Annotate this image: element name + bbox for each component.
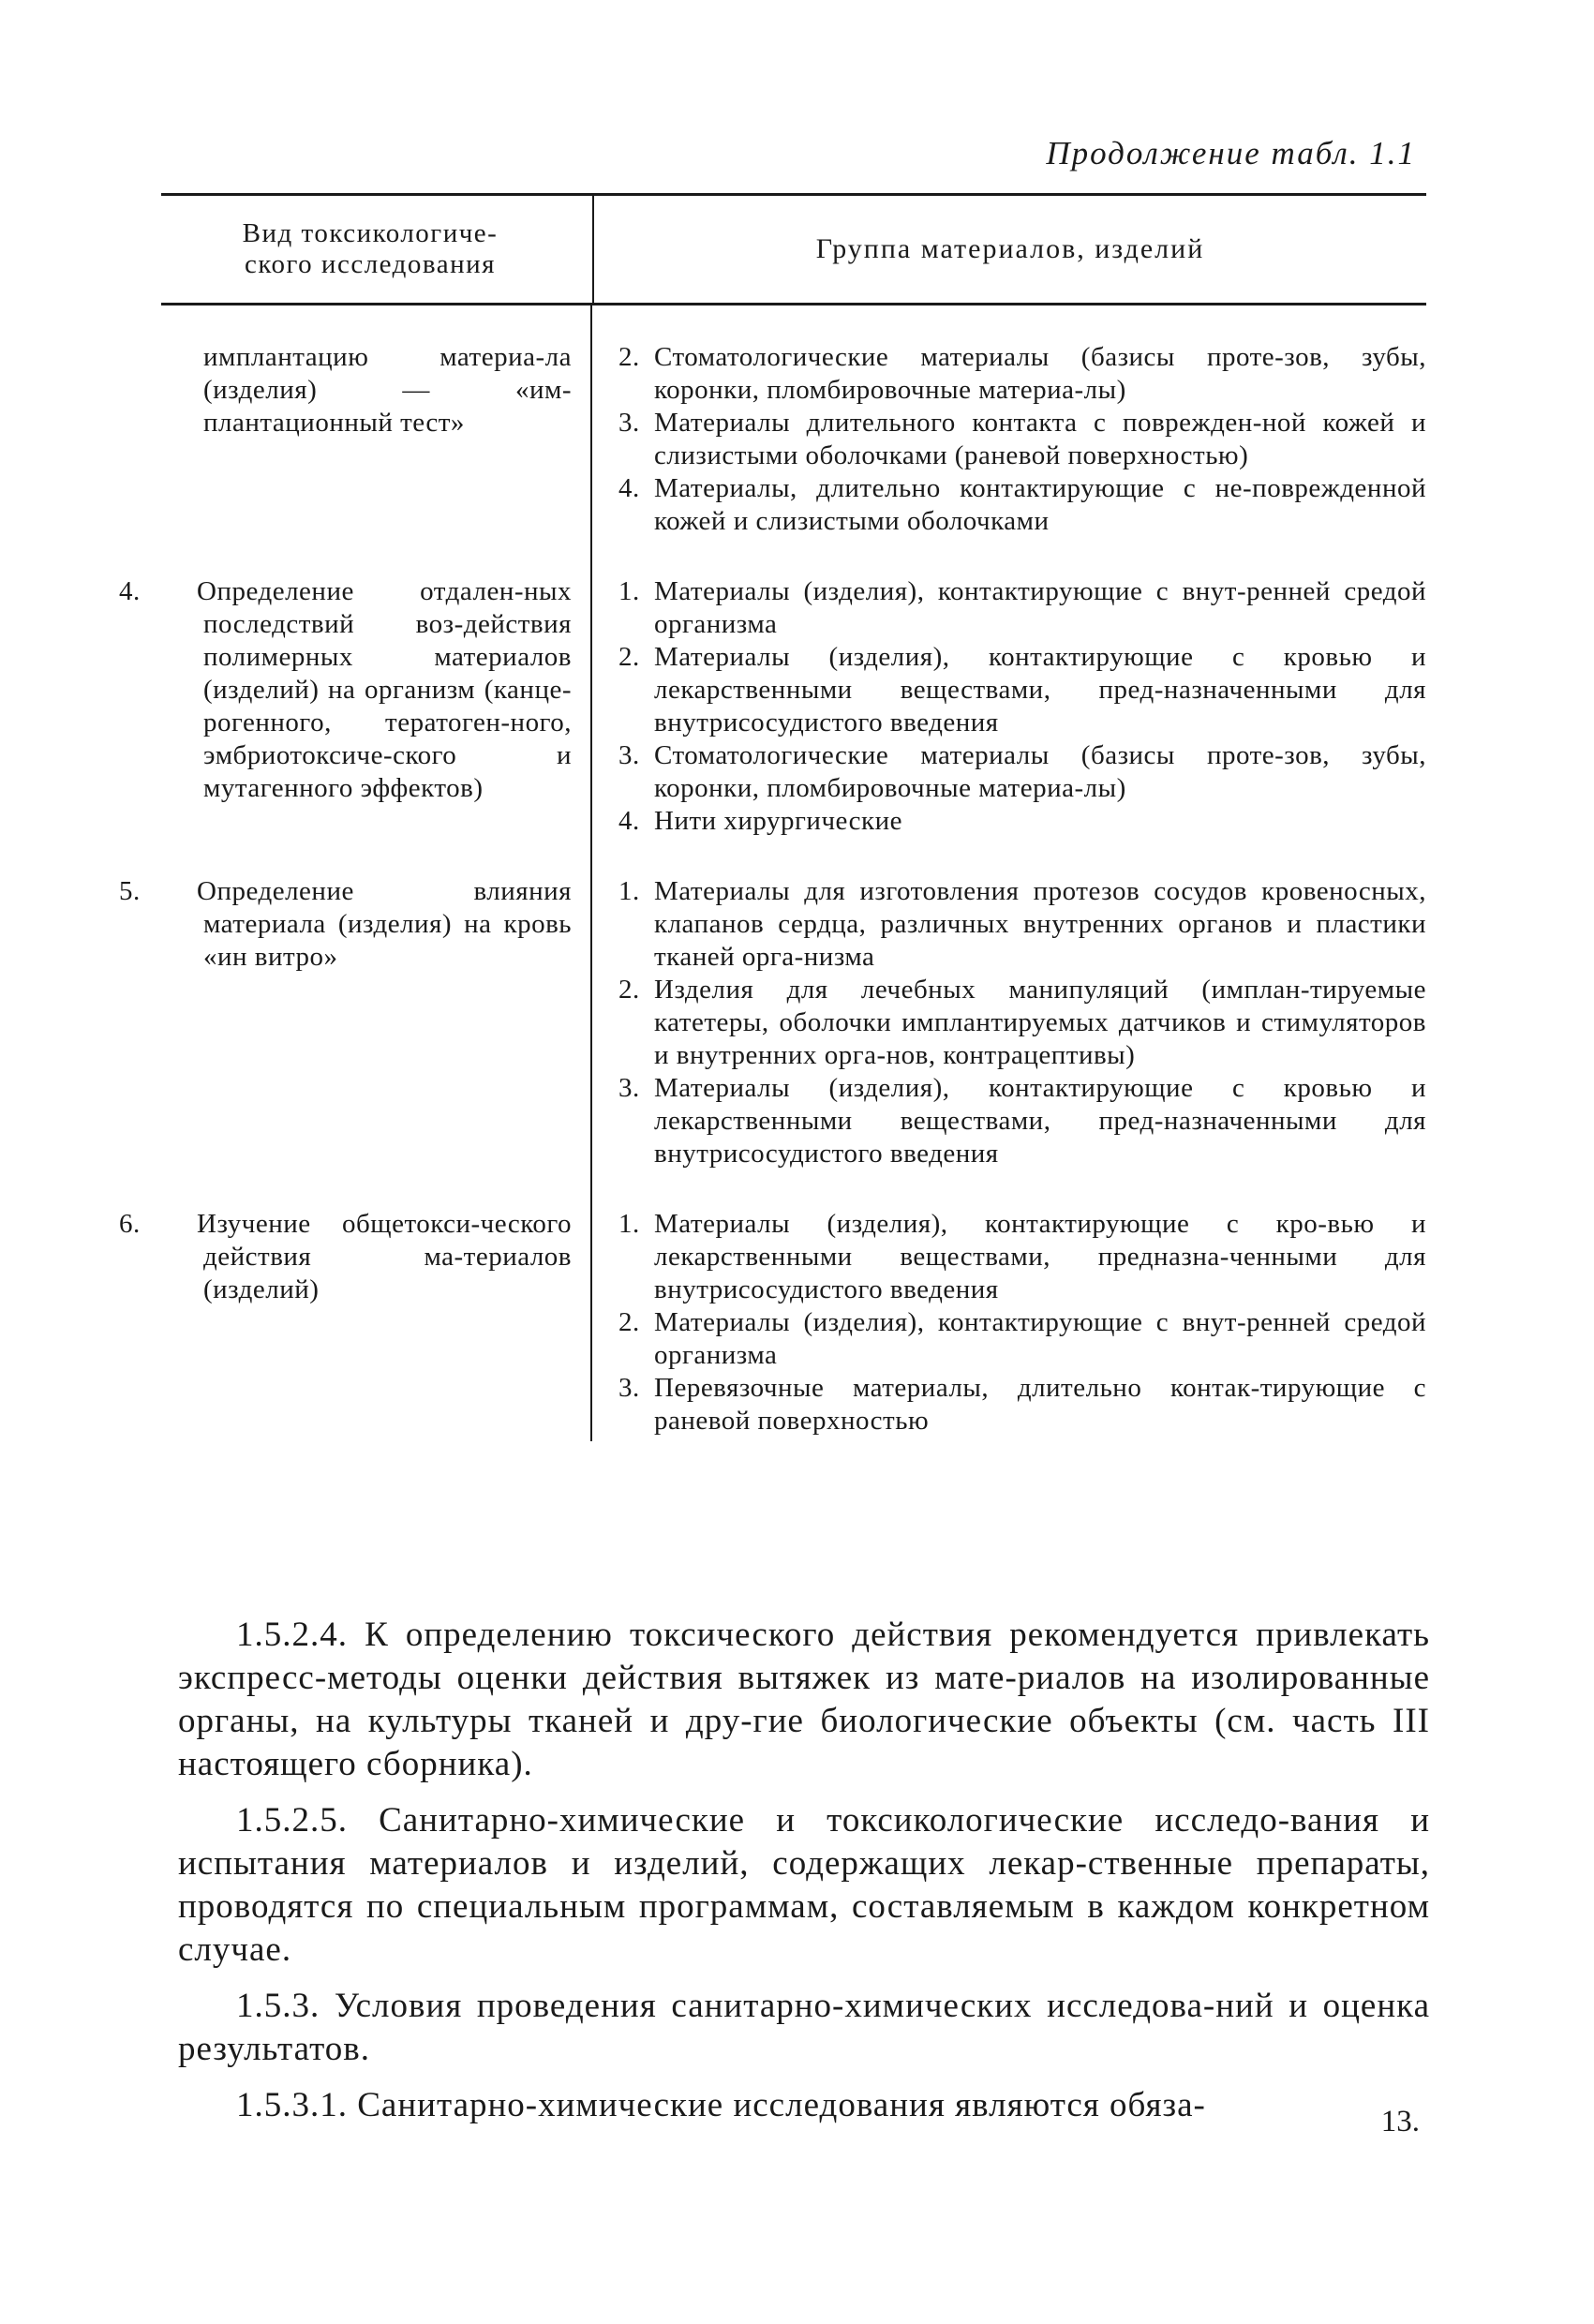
item-text: Перевязочные материалы, длительно контак-тирующие с раневой поверхностью [654, 1373, 1426, 1436]
study-entry [119, 875, 572, 974]
item-text: Материалы (изделия), контактирующие с кровью и лекарственными веществами, пред-назначенными для внутрисосудистого введения [654, 642, 1426, 737]
col-header-study-type [161, 196, 592, 303]
table-row [119, 575, 1426, 838]
study-entry [119, 575, 572, 805]
study-text: имплантацию материа-ла (изделия) — «им-плантационный тест» [203, 342, 572, 438]
study-text: Определение отдален-ных последствий воз-действия полимерных материалов (изделий) на организм (канце-рогенного, тератоген-ного, эмбриотоксиче-ского и мутагенного эффектов) [197, 576, 572, 803]
item-number: 2. [618, 1307, 640, 1337]
study-cell [161, 341, 592, 538]
page-number: 13. [1380, 2105, 1420, 2138]
materials-cell [592, 1208, 1426, 1438]
item-number: 2. [618, 975, 640, 1005]
materials-cell [592, 575, 1426, 838]
item-text: Материалы для изготовления протезов сосудов кровеносных, клапанов сердца, различных внутренних органов и пластики тканей орга-низма [654, 876, 1426, 972]
study-cell [119, 875, 592, 1170]
table-body [119, 305, 1426, 1441]
item-text: Нити хирургические [654, 806, 902, 836]
table-row [119, 875, 1426, 1170]
list-item [618, 407, 1426, 472]
item-number: 3. [618, 1073, 640, 1103]
list-item [618, 739, 1426, 805]
study-number: 4. [119, 576, 141, 606]
materials-cell [592, 341, 1426, 538]
list-item [618, 805, 1426, 838]
item-number: 3. [618, 1373, 640, 1403]
item-text: Стоматологические материалы (базисы проте-зов, зубы, коронки, пломбировочные материа-лы) [654, 740, 1426, 803]
study-text: Изучение общетокси-ческого действия ма-териалов (изделий) [197, 1209, 572, 1304]
list-item [618, 1208, 1426, 1306]
list-item [618, 641, 1426, 739]
list-item [618, 1306, 1426, 1372]
list-item [618, 341, 1426, 407]
col-header-material-group: Группа материалов, изделий [592, 196, 1426, 303]
item-number: 3. [618, 408, 640, 438]
table-caption: Продолжение табл. 1.1 [1046, 135, 1416, 171]
item-number: 4. [618, 473, 640, 503]
materials-cell [592, 875, 1426, 1170]
table-header [161, 196, 1426, 305]
item-number: 2. [618, 342, 640, 372]
item-text: Изделия для лечебных манипуляций (имплан-тируемые катетеры, оболочки имплантируемых датчиков и стимуляторов и внутренних орга-нов, контрацептивы) [654, 975, 1426, 1070]
list-item [618, 875, 1426, 974]
item-text: Материалы (изделия), контактирующие с внут-ренней средой организма [654, 576, 1426, 639]
table-row [119, 1208, 1426, 1438]
list-item [618, 472, 1426, 538]
item-text: Стоматологические материалы (базисы проте-зов, зубы, коронки, пломбировочные материа-лы) [654, 342, 1426, 405]
study-cell [119, 1208, 592, 1438]
list-item [618, 1072, 1426, 1170]
list-item [618, 575, 1426, 641]
list-item [618, 974, 1426, 1072]
item-number: 1. [618, 1209, 640, 1239]
item-number: 2. [618, 642, 640, 672]
item-number: 1. [618, 576, 640, 606]
item-text: Материалы длительного контакта с поврежден-ной кожей и слизистыми оболочками (раневой поверхностью) [654, 408, 1426, 470]
item-text: Материалы (изделия), контактирующие с кро-вью и лекарственными веществами, предназна-ченными для внутрисосудистого введения [654, 1209, 1426, 1304]
column-divider [590, 305, 592, 1441]
item-number: 4. [618, 806, 640, 836]
paragraph-1-5-3: 1.5.3. Условия проведения санитарно-химических исследова-ний и оценка результатов. [178, 1987, 1430, 2068]
study-entry [119, 1208, 572, 1306]
study-text: Определение влияния материала (изделия) на кровь «ин витро» [197, 876, 572, 972]
toxicology-table [119, 193, 1426, 1441]
item-text: Материалы, длительно контактирующие с не-поврежденной кожей и слизистыми оболочками [654, 473, 1426, 536]
item-text: Материалы (изделия), контактирующие с кровью и лекарственными веществами, пред-назначенными для внутрисосудистого введения [654, 1073, 1426, 1169]
paragraph-1-5-3-1: 1.5.3.1. Санитарно-химические исследования являются обяза- [236, 2086, 1206, 2124]
study-cell [119, 575, 592, 838]
paragraph-1-5-2-5: 1.5.2.5. Санитарно-химические и токсикологические исследо-вания и испытания материалов и изделий, содержащих лекар-ственные препараты, проводятся по специальным программам, составляемым в каждом конкретном случае. [178, 1801, 1430, 1969]
table-row [161, 341, 1426, 538]
list-item [618, 1372, 1426, 1438]
item-number: 3. [618, 740, 640, 770]
item-text: Материалы (изделия), контактирующие с внут-ренней средой организма [654, 1307, 1426, 1370]
item-number: 1. [618, 876, 640, 906]
col-header-study-type-text: Вид токсикологиче- ского исследования [242, 218, 499, 279]
study-number: 5. [119, 876, 141, 906]
paragraph-1-5-2-4: 1.5.2.4. К определению токсического действия рекомендуется привлекать экспресс-методы оценки действия вытяжек из мате-риалов на изолированные органы, на культуры тканей и дру-гие биологические объекты (см. часть III настоящего сборника). [178, 1616, 1430, 1783]
study-number: 6. [119, 1209, 141, 1239]
body-text [178, 1614, 1430, 2140]
